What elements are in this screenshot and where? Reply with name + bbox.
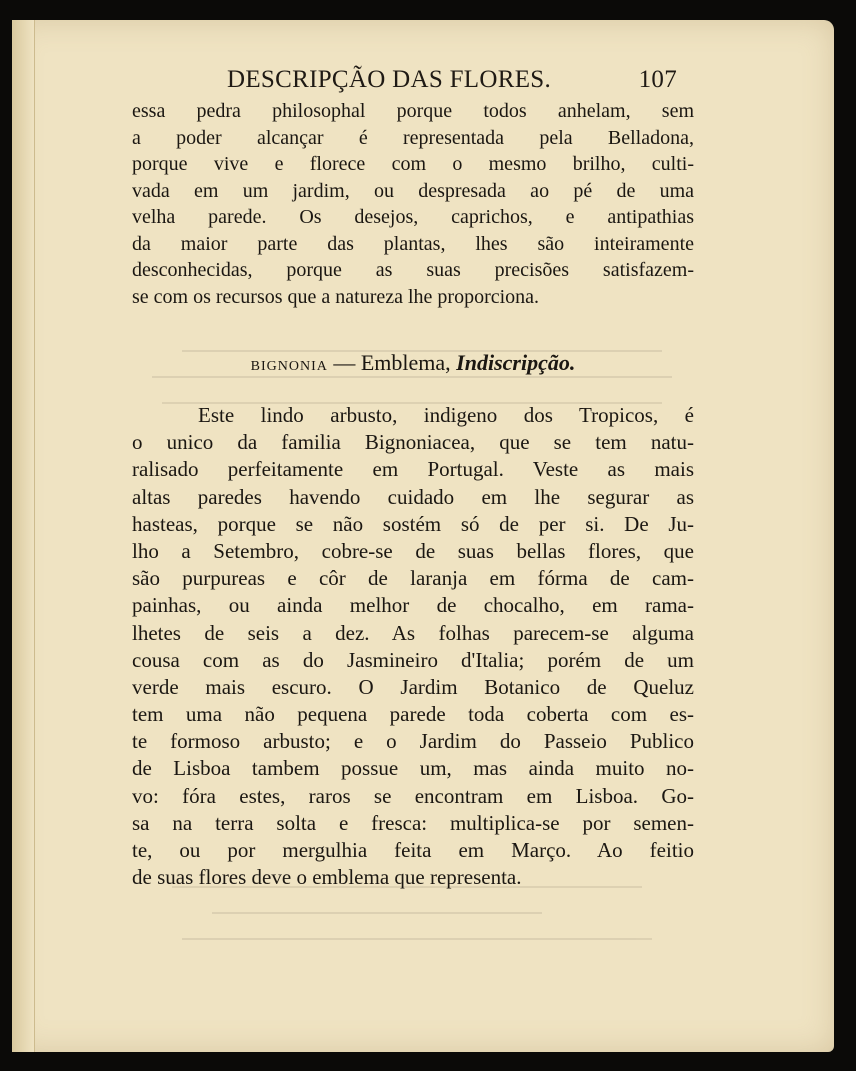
text-line: Este lindo arbusto, indigeno dos Tropicos, é [198, 403, 694, 427]
running-head [227, 66, 677, 98]
text-line: se com os recursos que a natureza lhe proporciona. [132, 285, 540, 308]
text-line: de Lisboa tambem possue um, mas ainda muito no- [132, 756, 694, 781]
text-line: vada em um jardim, ou despresada ao pé de uma [132, 179, 694, 202]
text-line: vo: fóra estes, raros se encontram em Lisboa. Go- [132, 783, 694, 808]
text-line: velha parede. Os desejos, caprichos, e antipathias [132, 206, 694, 228]
text-line: são purpureas e côr de laranja em fórma de cam- [132, 566, 694, 591]
emblem-label: — Emblema, [333, 350, 451, 375]
text-line: tem uma não pequena parede toda coberta com es- [132, 702, 694, 727]
text-line: desconhecidas, porque as suas precisões satisfazem- [132, 259, 694, 281]
emblem-meaning: Indiscripção. [456, 350, 576, 375]
text-line: lho a Setembro, cobre-se de suas bellas flores, que [132, 538, 694, 563]
text-line: da maior parte das plantas, lhes são inteiramente [132, 232, 694, 255]
text-line: sa na terra solta e fresca: multiplica-se por semen- [132, 810, 694, 835]
text-line: altas paredes havendo cuidado em lhe segurar as [132, 484, 694, 509]
paragraph-bignonia [132, 402, 694, 891]
text-line: verde mais escuro. O Jardim Botanico de Queluz [132, 674, 694, 699]
book-page [12, 20, 834, 1052]
paragraph-belladona [132, 98, 694, 310]
text-line: porque vive e florece com o mesmo brilho, culti- [132, 153, 694, 175]
plant-name: BIGNONIA [250, 359, 328, 374]
text-line: te formoso arbusto; e o Jardim do Passeio Publico [132, 729, 694, 754]
text-line: o unico da familia Bignoniacea, que se tem natu- [132, 430, 694, 455]
text-line: painhas, ou ainda melhor de chocalho, em rama- [132, 593, 694, 618]
text-line: a poder alcançar é representada pela Belladona, [132, 126, 694, 149]
text-line: ralisado perfeitamente em Portugal. Veste as mais [132, 457, 694, 482]
text-line: lhetes de seis a dez. As folhas parecem-se alguma [132, 620, 694, 645]
text-line: essa pedra philosophal porque todos anhelam, sem [132, 100, 694, 122]
text-line: te, ou por mergulhia feita em Março. Ao feitio [132, 838, 694, 862]
text-line: hasteas, porque se não sostém só de per si. De Ju- [132, 511, 694, 536]
text-line: de suas flores deve o emblema que representa. [132, 865, 522, 890]
text-line: cousa com as do Jasmineiro d'Italia; porém de um [132, 647, 694, 672]
page-number: 107 [638, 66, 677, 93]
section-heading [132, 350, 694, 376]
running-head-title: DESCRIPÇÃO DAS FLORES. [227, 66, 552, 93]
